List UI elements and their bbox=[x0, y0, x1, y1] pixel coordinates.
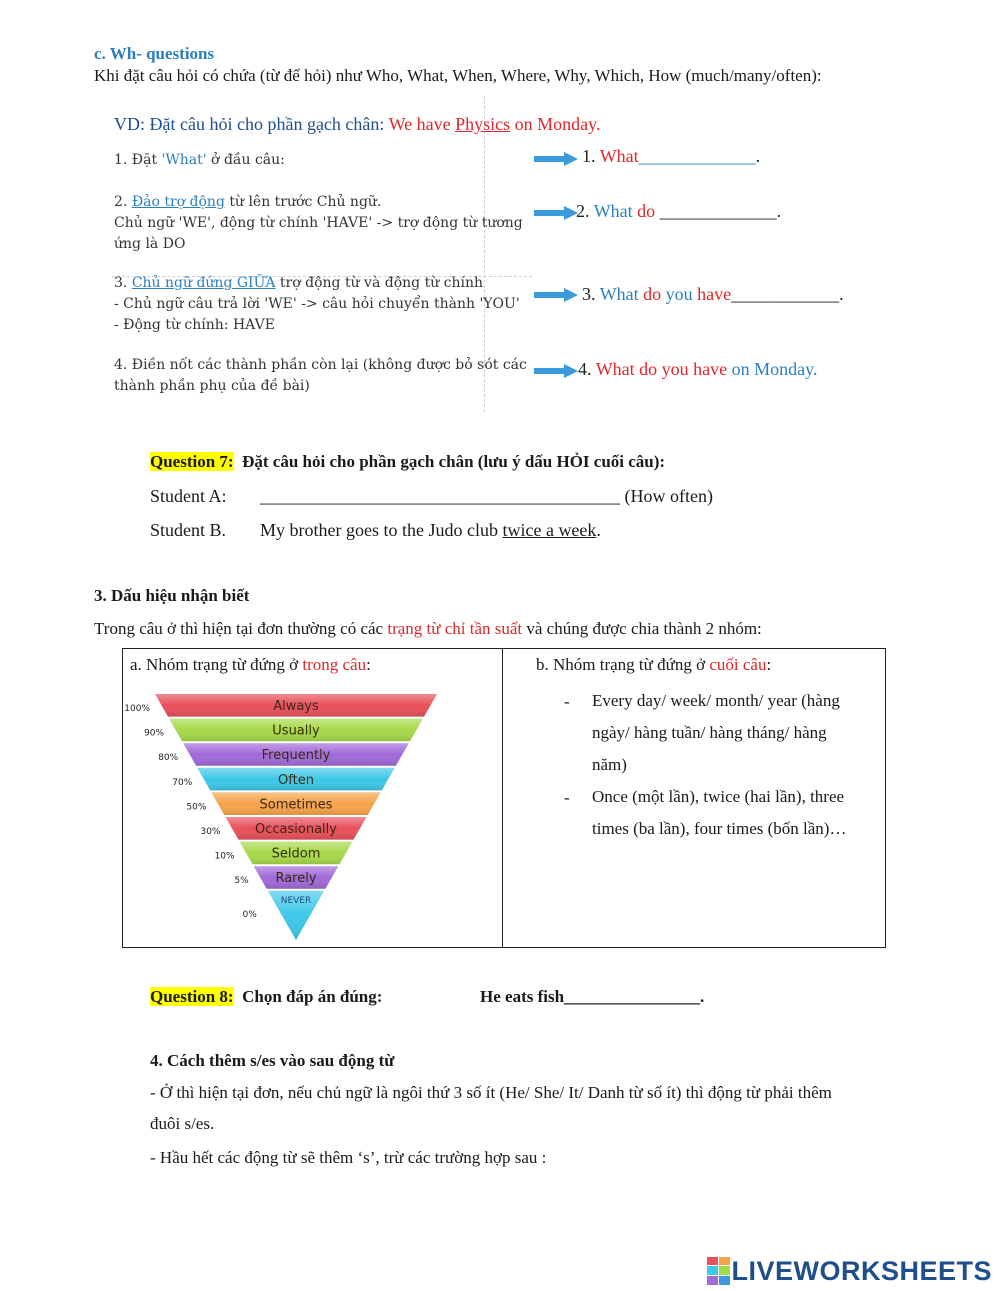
table-divider bbox=[502, 649, 503, 947]
step-1: 1. Đặt 'What' ở đầu câu: bbox=[114, 152, 285, 168]
arrow-right-icon bbox=[534, 288, 578, 302]
section-4-paragraph-1-line-1: - Ở thì hiện tại đơn, nếu chủ ngữ là ngôi thứ 3 số ít (He/ She/ It/ Danh từ số ít) thì động từ phải thêm bbox=[150, 1083, 832, 1102]
example-heading: VD: Đặt câu hỏi cho phần gạch chân: We have Physics on Monday. bbox=[114, 114, 601, 134]
section-4-paragraph-1-line-2: đuôi s/es. bbox=[150, 1114, 215, 1133]
question-7-heading: Question 7: Đặt câu hỏi cho phần gạch chân (lưu ý dấu HỎI cuối câu): bbox=[150, 452, 666, 471]
frequency-pyramid-chart bbox=[124, 690, 448, 945]
bullet-dash: - bbox=[564, 692, 570, 711]
bullet-times: Once (một lần), twice (hai lần), three times (ba lần), four times (bốn lần)… bbox=[592, 787, 847, 838]
pyramid-label: Always bbox=[273, 699, 319, 714]
section-4-paragraph-2: - Hầu hết các động từ sẽ thêm ‘s’, trừ các trường hợp sau : bbox=[150, 1148, 547, 1167]
pyramid-percent-label: 0% bbox=[242, 909, 257, 920]
pyramid-label: Often bbox=[278, 772, 314, 788]
logo-blocks-icon bbox=[707, 1257, 731, 1285]
pyramid-percent-label: 70% bbox=[172, 777, 193, 788]
logo-text: LIVEWORKSHEETS bbox=[731, 1255, 992, 1286]
pyramid-percent-label: 30% bbox=[200, 827, 221, 837]
step-4: 4. Điền nốt các thành phần còn lại (không được bỏ sót các thành phần phụ của đề bài) bbox=[114, 357, 527, 394]
section-c-intro: Khi đặt câu hỏi có chứa (từ để hỏi) như Who, What, When, Where, Why, Which, How (much/many/often): bbox=[94, 66, 822, 85]
arrow-right-icon bbox=[534, 206, 578, 220]
question-8-heading: Question 8: Chọn đáp án đúng: bbox=[150, 987, 383, 1006]
column-a-heading: a. Nhóm trạng từ đứng ở trong câu: bbox=[130, 655, 371, 674]
liveworksheets-logo[interactable] bbox=[707, 1254, 992, 1288]
bullet-every-day: Every day/ week/ month/ year (hàng ngày/ hàng tuần/ hàng tháng/ hàng năm) bbox=[592, 691, 840, 774]
student-b-sentence: My brother goes to the Judo club twice a week. bbox=[260, 520, 601, 540]
bullet-dash: - bbox=[564, 788, 570, 807]
pyramid-label: Sometimes bbox=[259, 797, 333, 813]
student-b-label: Student B. bbox=[150, 520, 227, 540]
question-8-sentence[interactable]: He eats fish________________. bbox=[480, 987, 705, 1006]
pyramid-label: Rarely bbox=[275, 871, 317, 887]
section-3-intro: Trong câu ở thì hiện tại đơn thường có các trạng từ chỉ tần suất và chúng được chia thành 2 nhóm: bbox=[94, 619, 762, 638]
pyramid-label: NEVER bbox=[280, 895, 312, 906]
arrow-right-icon bbox=[534, 364, 578, 378]
pyramid-label: Occasionally bbox=[255, 822, 337, 837]
answer-2: 2. What do _____________. bbox=[576, 201, 782, 221]
answer-4: 4. What do you have on Monday. bbox=[578, 359, 818, 379]
pyramid-label: Seldom bbox=[271, 846, 321, 862]
step-2: 2. Đảo trợ động từ lên trước Chủ ngữ. Chủ ngữ 'WE', động từ chính 'HAVE' -> trợ động từ tương ứng là DO bbox=[114, 194, 523, 252]
step-3: 3. Chủ ngữ đứng GIỮA trợ động từ và động từ chính - Chủ ngữ câu trả lời 'WE' -> câu hỏi chuyển thành 'YOU' - Động từ chính: HAVE bbox=[114, 275, 520, 333]
arrow-right-icon bbox=[534, 152, 578, 166]
pyramid-percent-label: 100% bbox=[124, 704, 150, 714]
column-b-heading: b. Nhóm trạng từ đứng ở cuối câu: bbox=[536, 655, 772, 674]
pyramid-percent-label: 10% bbox=[214, 851, 235, 862]
section-4-title: 4. Cách thêm s/es vào sau động từ bbox=[150, 1051, 395, 1070]
student-a-label: Student A: bbox=[150, 486, 227, 506]
answer-1: 1. What_____________. bbox=[582, 146, 761, 166]
pyramid-label: Usually bbox=[272, 723, 320, 739]
section-c-title: c. Wh- questions bbox=[94, 44, 215, 63]
pyramid-percent-label: 90% bbox=[144, 728, 165, 739]
pyramid-percent-label: 5% bbox=[234, 876, 249, 887]
pyramid-percent-label: 80% bbox=[158, 753, 179, 764]
section-3-title: 3. Dấu hiệu nhận biết bbox=[94, 586, 250, 605]
answer-3: 3. What do you have____________. bbox=[582, 284, 844, 304]
student-a-answer-blank[interactable]: ________________________________________ (How often) bbox=[260, 486, 713, 506]
pyramid-percent-label: 50% bbox=[186, 802, 207, 813]
pyramid-label: Frequently bbox=[261, 748, 331, 764]
